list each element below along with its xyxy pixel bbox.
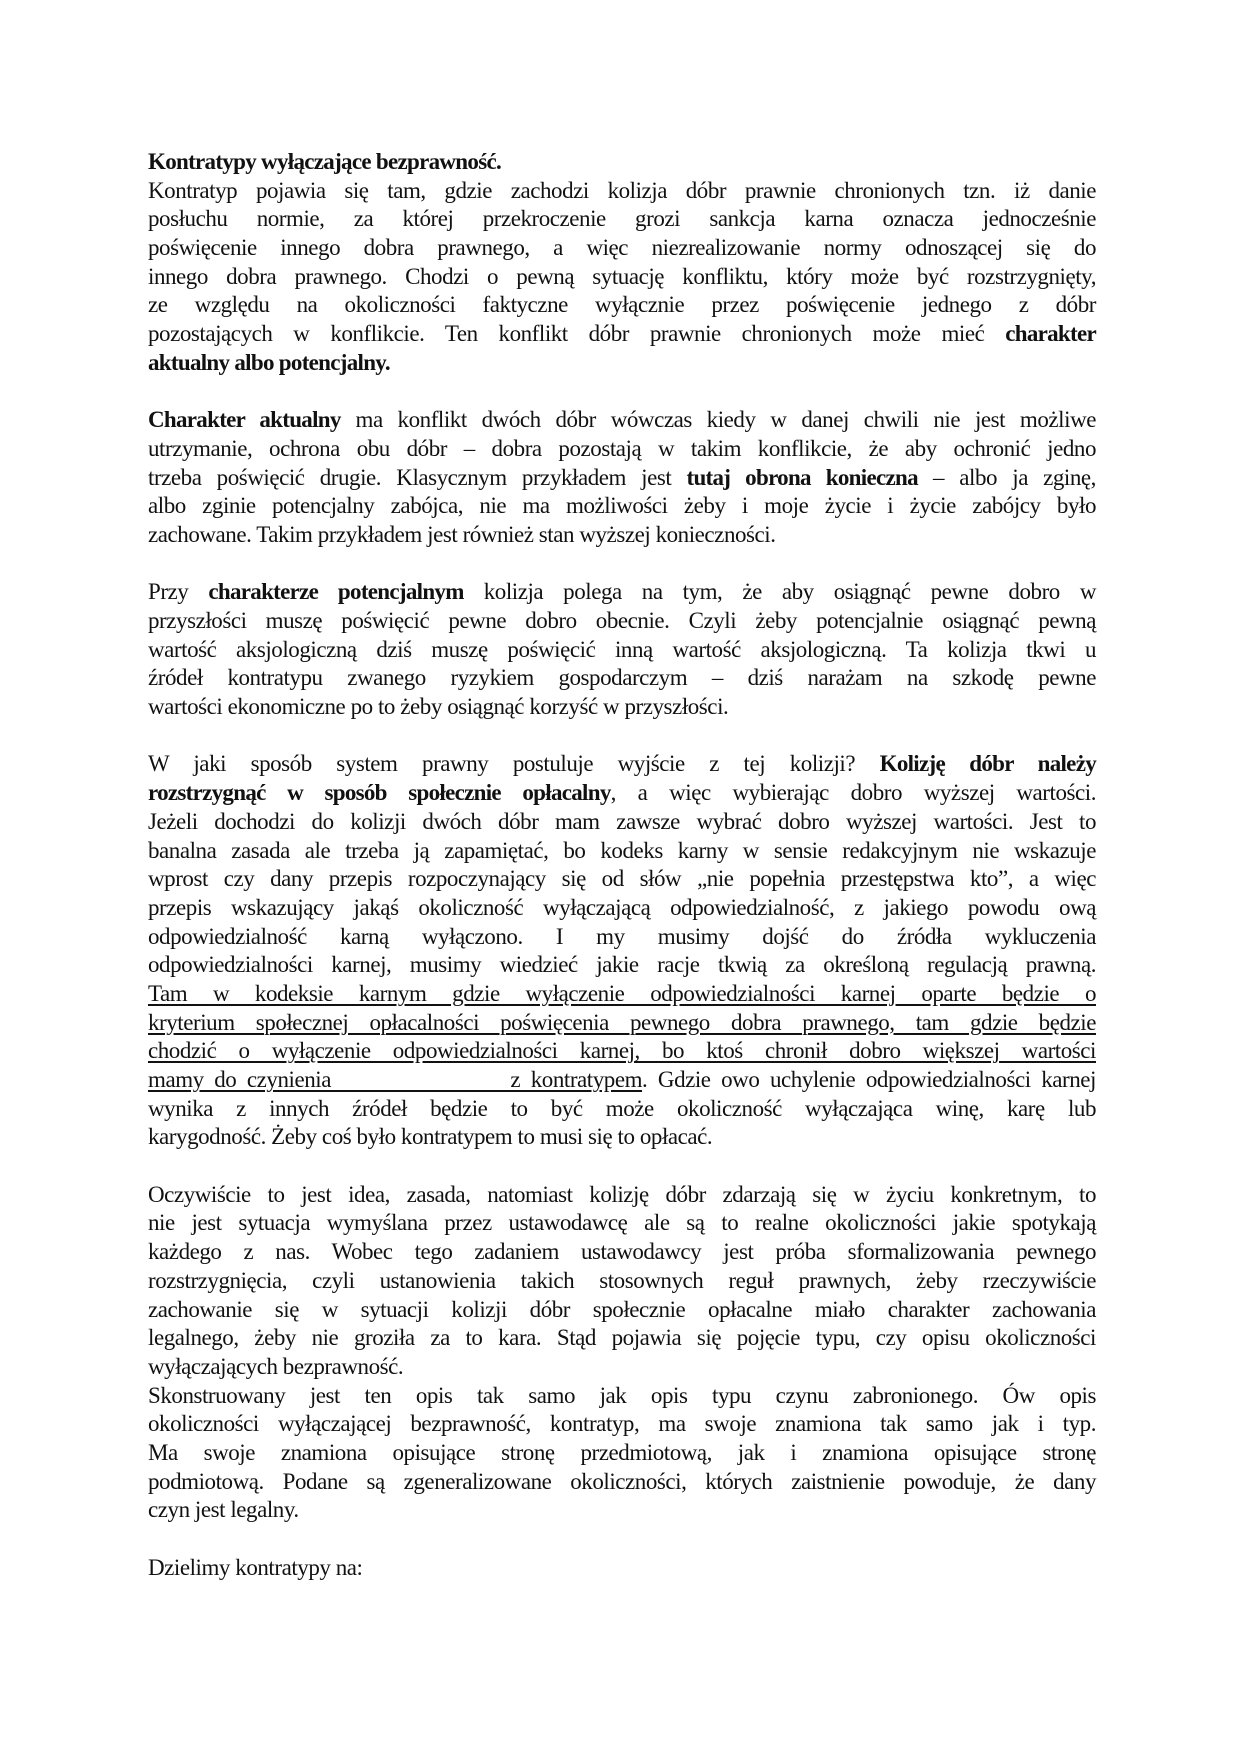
text-run: przyszłości muszę poświęcić pewne dobro obecnie. Czyli żeby potencjalnie osiągnąć pewną — [148, 608, 1096, 633]
text-line — [148, 1238, 1096, 1267]
text-run: czyn jest legalny. — [148, 1497, 299, 1523]
text-run: Dzielimy kontratypy na: — [148, 1554, 363, 1580]
text-run: ma konflikt dwóch dóbr wówczas kiedy w danej chwili nie jest możliwe — [340, 407, 1096, 433]
text-line — [148, 492, 1096, 521]
text-line — [148, 1410, 1096, 1439]
text-run: zachowanie się w sytuacji kolizji dóbr społecznie opłacalne miało charakter zachowania — [148, 1296, 1096, 1322]
text-line — [148, 521, 1096, 550]
text-run: W jaki sposób system prawny postuluje wyjście z tej kolizji? — [148, 751, 880, 777]
text-run: wartości ekonomiczne po to żeby osiągnąć korzyść w przyszłości. — [148, 694, 729, 720]
text-run: każdego z nas. Wobec tego zadaniem ustawodawcy jest próba sformalizowania pewnego — [148, 1239, 1096, 1265]
text-run: utrzymanie, ochrona obu dóbr – dobra pozostają w takim konflikcie, że aby ochronić jedno — [148, 435, 1096, 461]
underlined-text: mamy do czynienia z kontratypem — [148, 1067, 643, 1092]
text-line — [148, 205, 1096, 234]
blank-line — [148, 378, 1096, 407]
paragraph-intro — [148, 177, 1096, 378]
bold-text: charakterze potencjalnym — [208, 579, 464, 605]
text-run: poświęcenie innego dobra prawnego, a więc niezrealizowanie normy odnoszącej się do — [148, 235, 1096, 261]
text-line — [148, 1496, 1096, 1525]
text-run: Skonstruowany jest ten opis tak samo jak opis typu czynu zabronionego. Ów opis — [148, 1382, 1096, 1408]
text-run: wprost czy dany przepis rozpoczynający się od słów „nie popełnia przestępstwa kto”, a więc — [148, 866, 1096, 892]
text-run: posłuchu normie, za której przekroczenie grozi sankcja karna oznacza jednocześnie — [148, 206, 1096, 232]
text-run: – albo ja zginę, — [917, 464, 1096, 490]
blank-line — [148, 1525, 1096, 1554]
underlined-text: chodzić o wyłączenie odpowiedzialności karnej, bo ktoś chronił dobro większej wartości — [148, 1038, 1096, 1064]
text-line — [148, 1382, 1096, 1411]
text-run: zachowane. Takim przykładem jest również stan wyższej konieczności. — [148, 521, 776, 547]
text-run: legalnego, żeby nie groziła za to kara. Stąd pojawia się pojęcie typu, czy opisu okoliczności — [148, 1325, 1096, 1351]
text-line — [148, 664, 1096, 693]
text-run: źródeł kontratypu zwanego ryzykiem gospodarczym – dziś narażam na szkodę pewne — [148, 665, 1096, 691]
text-line — [148, 1439, 1096, 1468]
bold-text: tutaj obrona konieczna — [686, 464, 918, 490]
text-run: albo zginie potencjalny zabójca, nie ma możliwości żeby i moje życie i życie zabójcy było — [148, 493, 1096, 519]
bold-text: aktualny albo potencjalny. — [148, 349, 390, 375]
text-line — [148, 1037, 1096, 1066]
text-run: wartość aksjologiczną dziś muszę poświęcić inną wartość aksjologiczną. Ta kolizja tkwi u — [148, 636, 1096, 662]
text-line — [148, 320, 1096, 349]
text-run: trzeba poświęcić drugie. Klasycznym przykładem jest — [148, 464, 687, 490]
text-line — [148, 291, 1096, 320]
text-line — [148, 435, 1096, 464]
text-run: odpowiedzialności karnej, musimy wiedzieć jakie racje tkwią za określoną regulacją prawną. — [148, 952, 1096, 978]
text-line — [148, 578, 1096, 607]
paragraph-division — [148, 1554, 1096, 1583]
underlined-text: kryterium społecznej opłacalności poświęcenia pewnego dobra prawnego, tam gdzie będzie — [148, 1009, 1096, 1035]
text-run: okoliczności wyłączającej bezprawność, kontratyp, ma swoje znamiona tak samo jak i typ. — [148, 1411, 1096, 1437]
text-line — [148, 1066, 1096, 1095]
text-line — [148, 148, 1096, 177]
text-run: Ma swoje znamiona opisujące stronę przedmiotową, jak i znamiona opisujące stronę — [148, 1439, 1096, 1465]
text-run: innego dobra prawnego. Chodzi o pewną sytuację konfliktu, który może być rozstrzygnięty, — [148, 263, 1096, 289]
text-line — [148, 607, 1096, 636]
text-run: wynika z innych źródeł będzie to być może okoliczność wyłączająca winę, karę lub — [148, 1095, 1096, 1121]
text-line — [148, 1095, 1096, 1124]
text-run: odpowiedzialność karną wyłączono. I my musimy dojść do źródła wykluczenia — [148, 923, 1096, 949]
document-page — [148, 148, 1096, 1582]
text-run: podmiotową. Podane są zgeneralizowane okoliczności, których zaistnienie powoduje, że dany — [148, 1468, 1096, 1494]
text-run: karygodność. Żeby coś było kontratypem to musi się to opłacać. — [148, 1124, 713, 1150]
text-line — [148, 1181, 1096, 1210]
text-run: rozstrzygnięcia, czyli ustanowienia takich stosownych reguł prawnych, żeby rzeczywiście — [148, 1267, 1096, 1293]
text-line — [148, 1353, 1096, 1382]
text-run: Oczywiście to jest idea, zasada, natomiast kolizję dóbr zdarzają się w życiu konkretnym, to — [148, 1181, 1096, 1207]
text-line — [148, 1009, 1096, 1038]
text-line — [148, 693, 1096, 722]
text-line — [148, 177, 1096, 206]
paragraph-actual-conflict — [148, 406, 1096, 549]
text-line — [148, 1123, 1096, 1152]
blank-line — [148, 1152, 1096, 1181]
text-run: kolizja polega na tym, że aby osiągnąć pewne dobro w — [463, 579, 1096, 605]
text-run: wyłączających bezprawność. — [148, 1353, 404, 1379]
text-run: . Gdzie owo uchylenie odpowiedzialności karnej — [642, 1067, 1096, 1092]
text-run: Przy — [148, 579, 209, 605]
paragraph-potential-conflict — [148, 578, 1096, 721]
text-line — [148, 779, 1096, 808]
text-run: nie jest sytuacja wymyślana przez ustawodawcę ale są to realne okoliczności jakie spotykają — [148, 1210, 1096, 1236]
bold-text: charakter — [1005, 321, 1096, 347]
bold-text: Kontratypy wyłączające bezprawność. — [148, 149, 502, 174]
text-line — [148, 980, 1096, 1009]
text-line — [148, 1267, 1096, 1296]
text-run: pozostających w konflikcie. Ten konflikt dóbr prawnie chronionych może mieć — [148, 321, 1006, 347]
text-line — [148, 750, 1096, 779]
text-line — [148, 837, 1096, 866]
document-title — [148, 148, 1096, 177]
blank-line — [148, 722, 1096, 751]
text-run: przepis wskazujący jakąś okoliczność wyłączającą odpowiedzialność, z jakiego powodu ową — [148, 894, 1096, 920]
blank-line — [148, 550, 1096, 579]
text-line — [148, 406, 1096, 435]
text-line — [148, 1554, 1096, 1583]
text-line — [148, 865, 1096, 894]
text-run: , a więc wybierając dobro wyższej wartości. — [610, 780, 1096, 806]
paragraph-resolution — [148, 750, 1096, 1152]
text-run: Kontratyp pojawia się tam, gdzie zachodzi kolizja dóbr prawnie chronionych tzn. iż danie — [148, 177, 1096, 203]
text-run: Jeżeli dochodzi do kolizji dwóch dóbr mam zawsze wybrać dobro wyższej wartości. Jest to — [148, 808, 1096, 834]
text-line — [148, 1296, 1096, 1325]
text-line — [148, 636, 1096, 665]
text-line — [148, 1324, 1096, 1353]
text-run: banalna zasada ale trzeba ją zapamiętać, bo kodeks karny w sensie redakcyjnym nie wskazuje — [148, 837, 1096, 863]
text-line — [148, 894, 1096, 923]
underlined-text: Tam w kodeksie karnym gdzie wyłączenie odpowiedzialności karnej oparte będzie o — [148, 980, 1096, 1006]
text-run: ze względu na okoliczności faktyczne wyłącznie przez poświęcenie jednego z dóbr — [148, 292, 1096, 318]
text-line — [148, 464, 1096, 493]
paragraph-legislator — [148, 1181, 1096, 1382]
text-line — [148, 349, 1096, 378]
text-line — [148, 1468, 1096, 1497]
bold-text: rozstrzygnąć w sposób społecznie opłacalny — [148, 780, 611, 806]
text-line — [148, 1209, 1096, 1238]
text-line — [148, 923, 1096, 952]
bold-text: Charakter aktualny — [148, 407, 341, 433]
text-line — [148, 234, 1096, 263]
bold-text: Kolizję dóbr należy — [879, 751, 1096, 777]
text-line — [148, 951, 1096, 980]
text-line — [148, 808, 1096, 837]
paragraph-description — [148, 1382, 1096, 1525]
text-line — [148, 263, 1096, 292]
